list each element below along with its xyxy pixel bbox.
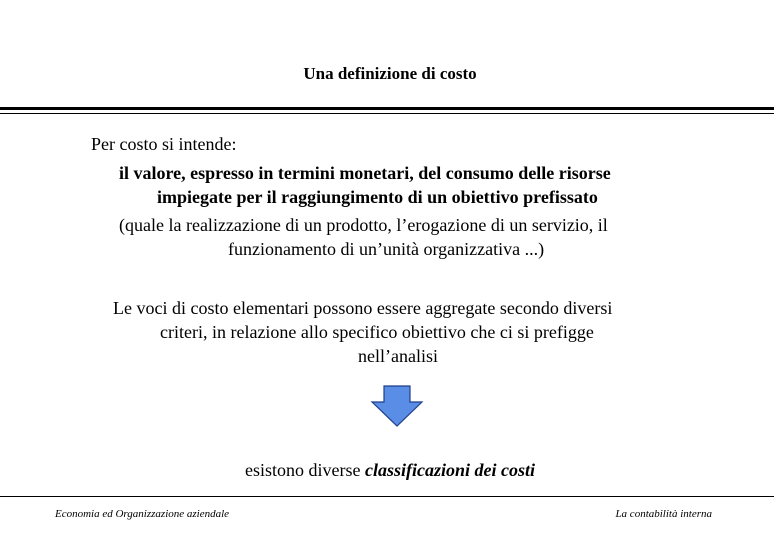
conclusion-text (0, 458, 780, 482)
definition-line-1: il valore, espresso in termini monetari, del consumo delle risorse (119, 163, 611, 183)
aggregation-line-2: criteri, in relazione allo specifico obiettivo che ci si prefigge (160, 322, 594, 342)
title-divider-thick (0, 107, 774, 110)
aggregation-line-3: nell’analisi (358, 346, 438, 366)
footer-left: Economia ed Organizzazione aziendale (55, 508, 230, 520)
aggregation-line-1: Le voci di costo elementari possono essere aggregate secondo diversi (113, 298, 613, 318)
footer-divider (0, 496, 774, 497)
example-line-1: (quale la realizzazione di un prodotto, l’erogazione di un servizio, il (119, 215, 608, 235)
conclusion-prefix: esistono diverse (245, 460, 365, 480)
slide-title: Una definizione di costo (303, 64, 477, 83)
example-line-2: funzionamento di un’unità organizzativa ...) (228, 239, 545, 259)
footer-right: La contabilità interna (615, 508, 712, 520)
title-divider-thin (0, 113, 774, 114)
definition-line-2: impiegate per il raggiungimento di un obiettivo prefissato (157, 187, 598, 207)
intro-text: Per costo si intende: (91, 134, 237, 154)
conclusion-emphasis: classificazioni dei costi (364, 460, 535, 480)
down-arrow-icon (370, 385, 424, 427)
